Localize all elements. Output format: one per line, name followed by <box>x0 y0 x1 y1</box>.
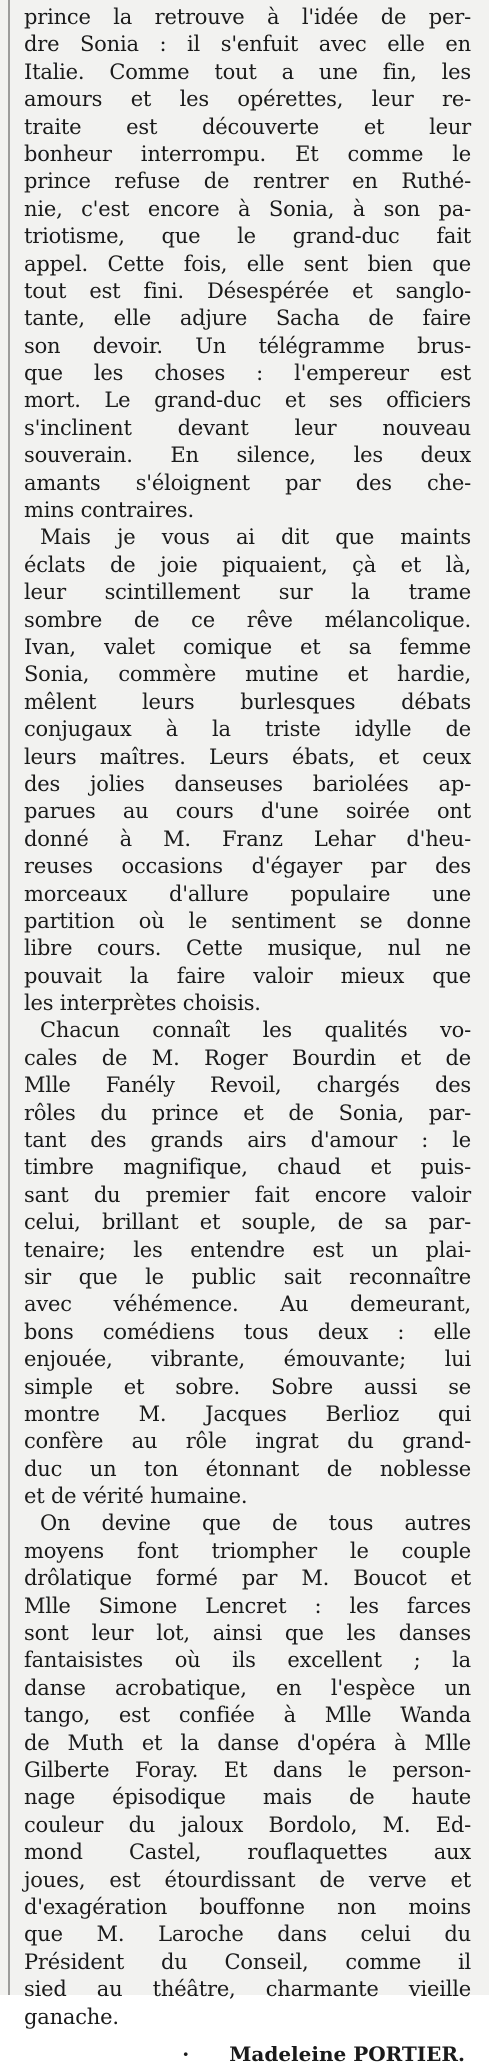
text-line: Mais je vous ai dit que maints <box>40 525 471 550</box>
text-line: éclats de joie piquaient, çà et là, <box>24 552 471 577</box>
text-line: tango, est confiée à Mlle Wanda <box>24 1703 471 1728</box>
text-line: traite est découverte et leur <box>24 114 471 139</box>
text-line: de Muth et la danse d'opéra à Mlle <box>24 1730 471 1755</box>
text-line: triotisme, que le grand-duc fait <box>24 224 471 249</box>
text-line: appel. Cette fois, elle sent bien que <box>24 251 471 276</box>
text-line: conjugaux à la triste idylle de <box>24 717 471 742</box>
text-line: couleur du jaloux Bordolo, M. Ed- <box>24 1812 471 1837</box>
text-line: drôlatique formé par M. Boucot et <box>24 1566 471 1591</box>
text-line: leurs maîtres. Leurs ébats, et ceux <box>24 744 471 769</box>
text-line: cales de M. Roger Bourdin et de <box>24 1045 471 1070</box>
text-line: et de vérité humaine. <box>24 1484 248 1509</box>
text-line: nie, c'est encore à Sonia, à son pa- <box>24 196 471 221</box>
text-line: tenaire; les entendre est un plai- <box>24 1237 471 1262</box>
text-line: reuses occasions d'égayer par des <box>24 854 471 879</box>
article-body <box>24 4 471 2031</box>
text-line: morceaux d'allure populaire une <box>24 881 471 906</box>
paragraph <box>24 1017 471 1510</box>
text-line: amants s'éloignent par des che- <box>24 470 471 495</box>
text-line: des jolies danseuses bariolées ap- <box>24 771 471 796</box>
text-line: avec véhémence. Au demeurant, <box>24 1292 471 1317</box>
column-divider <box>8 0 10 1995</box>
text-line: que M. Laroche dans celui du <box>24 1922 471 1947</box>
byline <box>24 2039 471 2069</box>
text-line: que les choses : l'empereur est <box>24 361 471 386</box>
text-line: libre cours. Cette musique, nul ne <box>24 936 471 961</box>
text-line: Chacun connaît les qualités vo- <box>40 1018 471 1043</box>
text-line: Président du Conseil, comme il <box>24 1949 471 1974</box>
text-line: Sonia, commère mutine et hardie, <box>24 662 471 687</box>
text-line: d'exagération bouffonne non moins <box>24 1894 471 1919</box>
text-line: les interprètes choisis. <box>24 991 261 1016</box>
text-line: bonheur interrompu. Et comme le <box>24 141 471 166</box>
text-line: s'inclinent devant leur nouveau <box>24 415 471 440</box>
paragraph <box>24 4 471 524</box>
text-line: ganache. <box>24 2004 119 2029</box>
text-line: mond Castel, rouflaquettes aux <box>24 1840 471 1865</box>
text-line: Mlle Simone Lencret : les farces <box>24 1593 471 1618</box>
paragraph <box>24 1510 471 2030</box>
text-line: confère au rôle ingrat du grand- <box>24 1429 471 1454</box>
text-line: bons comédiens tous deux : elle <box>24 1319 471 1344</box>
text-line: mêlent leurs burlesques débats <box>24 689 471 714</box>
text-line: pouvait la faire valoir mieux que <box>24 963 471 988</box>
text-line: danse acrobatique, en l'espèce un <box>24 1675 471 1700</box>
text-line: leur scintillement sur la trame <box>24 580 471 605</box>
text-line: Ivan, valet comique et sa femme <box>24 634 471 659</box>
text-line: parues au cours d'une soirée ont <box>24 799 471 824</box>
text-line: tout est fini. Désespérée et sanglo- <box>24 278 471 303</box>
text-line: Gilberte Foray. Et dans le person- <box>24 1758 471 1782</box>
text-line: montre M. Jacques Berlioz qui <box>24 1401 471 1426</box>
text-line: prince refuse de rentrer en Ruthé- <box>24 169 471 194</box>
author-name: Madeleine PORTIER. <box>229 2041 465 2066</box>
byline-bullet: · <box>182 2041 190 2066</box>
text-line: duc un ton étonnant de noblesse <box>24 1456 471 1481</box>
text-line: Italie. Comme tout a une fin, les <box>24 59 471 84</box>
text-line: fantaisistes où ils excellent ; la <box>24 1648 471 1673</box>
text-line: amours et les opérettes, leur re- <box>24 87 471 112</box>
text-line: simple et sobre. Sobre aussi se <box>24 1374 471 1399</box>
text-line: son devoir. Un télégramme brus- <box>24 333 471 358</box>
text-line: tant des grands airs d'amour : le <box>24 1128 471 1153</box>
text-line: nage épisodique mais de haute <box>24 1785 471 1810</box>
text-line: tante, elle adjure Sacha de faire <box>24 306 471 331</box>
text-line: partition où le sentiment se donne <box>24 908 471 933</box>
paragraph <box>24 524 471 1017</box>
text-line: souverain. En silence, les deux <box>24 443 471 468</box>
text-line: sir que le public sait reconnaître <box>24 1264 471 1289</box>
text-line: On devine que de tous autres <box>40 1511 471 1536</box>
text-line: celui, brillant et souple, de sa par- <box>24 1210 471 1235</box>
text-line: dre Sonia : il s'enfuit avec elle en <box>24 32 471 57</box>
text-line: joues, est étourdissant de verve et <box>24 1867 471 1892</box>
text-line: moyens font triompher le couple <box>24 1538 471 1563</box>
text-line: prince la retrouve à l'idée de per- <box>24 5 471 29</box>
text-line: donné à M. Franz Lehar d'heu- <box>24 826 471 851</box>
text-line: sied au théâtre, charmante vieille <box>24 1977 471 2002</box>
text-line: rôles du prince et de Sonia, par- <box>24 1100 471 1125</box>
text-line: mort. Le grand-duc et ses officiers <box>24 388 471 413</box>
text-line: Mlle Fanély Revoil, chargés des <box>24 1073 471 1098</box>
text-line: sont leur lot, ainsi que les danses <box>24 1621 471 1646</box>
text-line: enjouée, vibrante, émouvante; lui <box>24 1347 471 1372</box>
text-line: timbre magnifique, chaud et puis- <box>24 1155 471 1180</box>
text-line: mins contraires. <box>24 498 194 523</box>
text-line: sant du premier fait encore valoir <box>24 1182 471 1207</box>
text-line: sombre de ce rêve mélancolique. <box>24 607 471 632</box>
